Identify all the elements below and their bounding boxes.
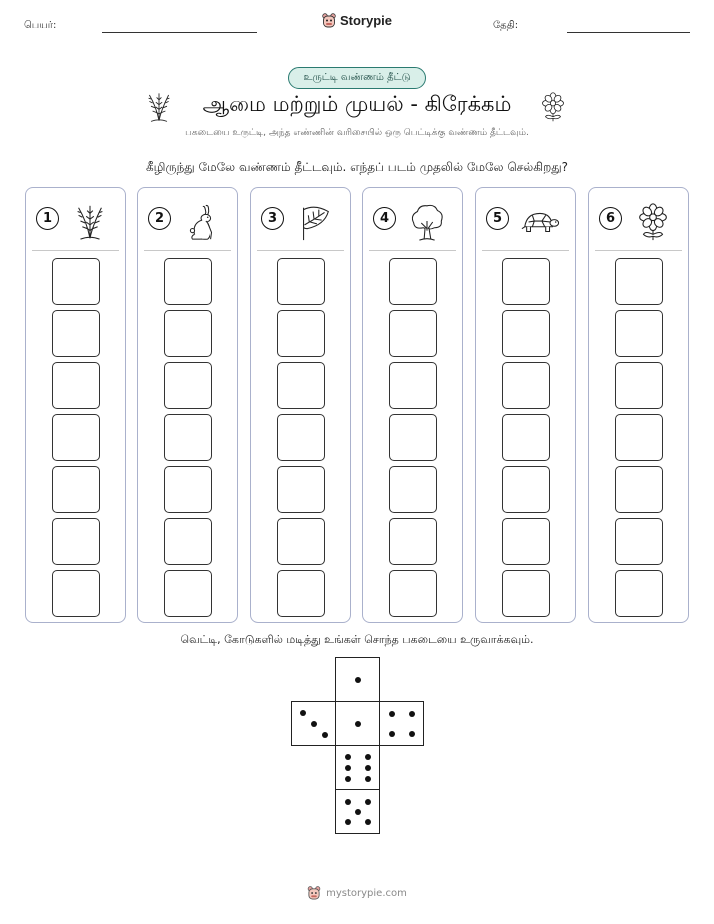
coloring-box[interactable]: [502, 414, 550, 461]
column-3: [250, 187, 351, 623]
coloring-box[interactable]: [389, 466, 437, 513]
coloring-box[interactable]: [615, 570, 663, 617]
coloring-box[interactable]: [615, 258, 663, 305]
dice-pip: [365, 819, 371, 825]
coloring-box[interactable]: [615, 518, 663, 565]
coloring-box[interactable]: [502, 362, 550, 409]
dice-pip: [365, 765, 371, 771]
coloring-box[interactable]: [164, 518, 212, 565]
coloring-box[interactable]: [615, 310, 663, 357]
coloring-box[interactable]: [164, 310, 212, 357]
storypie-mascot-icon: [307, 886, 321, 900]
column-number: 6: [599, 207, 622, 230]
page-subtitle: பகடையை உருட்டி, அந்த எண்ணின் வரிசையில் ஒரு பெட்டிக்கு வண்ணம் தீட்டவும்.: [185, 128, 529, 138]
coloring-box[interactable]: [389, 310, 437, 357]
coloring-box[interactable]: [164, 570, 212, 617]
coloring-box[interactable]: [52, 570, 100, 617]
coloring-box[interactable]: [52, 466, 100, 513]
column-number: 5: [486, 207, 509, 230]
dice-face-3: [335, 701, 380, 746]
column-header: [26, 202, 125, 244]
coloring-box[interactable]: [502, 258, 550, 305]
column-divider: [32, 250, 119, 251]
coloring-box[interactable]: [52, 362, 100, 409]
column-header: [251, 202, 350, 244]
dice-pip: [355, 677, 361, 683]
coloring-box[interactable]: [389, 362, 437, 409]
coloring-box[interactable]: [389, 570, 437, 617]
name-line[interactable]: [102, 32, 257, 33]
brand-logo-group: [0, 13, 714, 28]
dice-pip: [365, 799, 371, 805]
coloring-box[interactable]: [615, 362, 663, 409]
coloring-box[interactable]: [277, 414, 325, 461]
leaf-flag-icon: [295, 202, 335, 242]
coloring-box[interactable]: [277, 362, 325, 409]
dice-pip: [345, 754, 351, 760]
flower-icon: [538, 90, 568, 124]
coloring-boxes: [164, 258, 212, 622]
coloring-box[interactable]: [615, 414, 663, 461]
dice-pip: [345, 776, 351, 782]
coloring-box[interactable]: [389, 258, 437, 305]
column-divider: [257, 250, 344, 251]
dice-pip: [409, 711, 415, 717]
date-label: தேதி:: [493, 20, 519, 31]
storypie-mascot-icon: [322, 13, 336, 28]
column-number: 2: [148, 207, 171, 230]
dice-pip: [355, 809, 361, 815]
coloring-box[interactable]: [52, 414, 100, 461]
dice-pip: [389, 731, 395, 737]
dice-pip: [365, 776, 371, 782]
coloring-box[interactable]: [502, 466, 550, 513]
coloring-box[interactable]: [277, 570, 325, 617]
column-5: [475, 187, 576, 623]
coloring-box[interactable]: [164, 414, 212, 461]
rabbit-icon: [182, 202, 222, 242]
flower-icon: [633, 202, 673, 242]
title-row: [0, 88, 714, 128]
coloring-box[interactable]: [502, 310, 550, 357]
dice-face-6: [335, 789, 380, 834]
coloring-boxes: [277, 258, 325, 622]
coloring-box[interactable]: [502, 518, 550, 565]
column-divider: [595, 250, 682, 251]
dice-pip: [311, 721, 317, 727]
instruction-text: கீழிருந்து மேலே வண்ணம் தீட்டவும். எந்தப் படம் முதலில் மேலே செல்கிறது?: [145, 160, 569, 174]
dice-pip: [322, 732, 328, 738]
activity-badge-label: உருட்டி வண்ணம் தீட்டு: [303, 72, 411, 83]
coloring-boxes: [389, 258, 437, 622]
dice-face-1: [335, 657, 380, 702]
dice-pip: [409, 731, 415, 737]
column-header: [363, 202, 462, 244]
column-number: 3: [261, 207, 284, 230]
name-label: பெயர்:: [24, 20, 57, 31]
date-line[interactable]: [567, 32, 690, 33]
dice-face-5: [335, 745, 380, 790]
dice-pip: [345, 799, 351, 805]
column-4: [362, 187, 463, 623]
column-header: [138, 202, 237, 244]
column-divider: [369, 250, 456, 251]
coloring-box[interactable]: [389, 518, 437, 565]
dice-face-2: [291, 701, 336, 746]
coloring-box[interactable]: [164, 466, 212, 513]
dice-face-4: [379, 701, 424, 746]
footer-url: mystorypie.com: [326, 887, 407, 899]
coloring-box[interactable]: [277, 466, 325, 513]
coloring-boxes: [52, 258, 100, 622]
column-6: [588, 187, 689, 623]
coloring-box[interactable]: [52, 258, 100, 305]
dice-pip: [345, 819, 351, 825]
coloring-boxes: [502, 258, 550, 622]
coloring-boxes: [615, 258, 663, 622]
coloring-box[interactable]: [277, 310, 325, 357]
column-divider: [144, 250, 231, 251]
cut-instruction: வெட்டி, கோடுகளில் மடித்து உங்கள் சொந்த பகடையை உருவாக்கவும்.: [180, 633, 534, 646]
column-2: [137, 187, 238, 623]
dice-pip: [365, 754, 371, 760]
page-title: ஆமை மற்றும் முயல் - கிரேக்கம்: [202, 92, 512, 116]
column-number: 1: [36, 207, 59, 230]
dice-pip: [355, 721, 361, 727]
coloring-box[interactable]: [277, 258, 325, 305]
coloring-box[interactable]: [277, 518, 325, 565]
coloring-box[interactable]: [52, 310, 100, 357]
activity-badge: [288, 67, 426, 89]
column-number: 4: [373, 207, 396, 230]
fern-icon: [70, 202, 110, 242]
coloring-box[interactable]: [502, 570, 550, 617]
footer: [0, 886, 714, 900]
column-1: [25, 187, 126, 623]
dice-pip: [345, 765, 351, 771]
coloring-box[interactable]: [164, 362, 212, 409]
coloring-box[interactable]: [164, 258, 212, 305]
coloring-box[interactable]: [615, 466, 663, 513]
column-divider: [482, 250, 569, 251]
coloring-box[interactable]: [389, 414, 437, 461]
dice-pip: [389, 711, 395, 717]
column-header: [476, 202, 575, 244]
turtle-icon: [520, 202, 560, 242]
tree-icon: [407, 202, 447, 242]
coloring-box[interactable]: [52, 518, 100, 565]
brand-name: Storypie: [339, 13, 392, 28]
dice-pip: [300, 710, 306, 716]
column-header: [589, 202, 688, 244]
